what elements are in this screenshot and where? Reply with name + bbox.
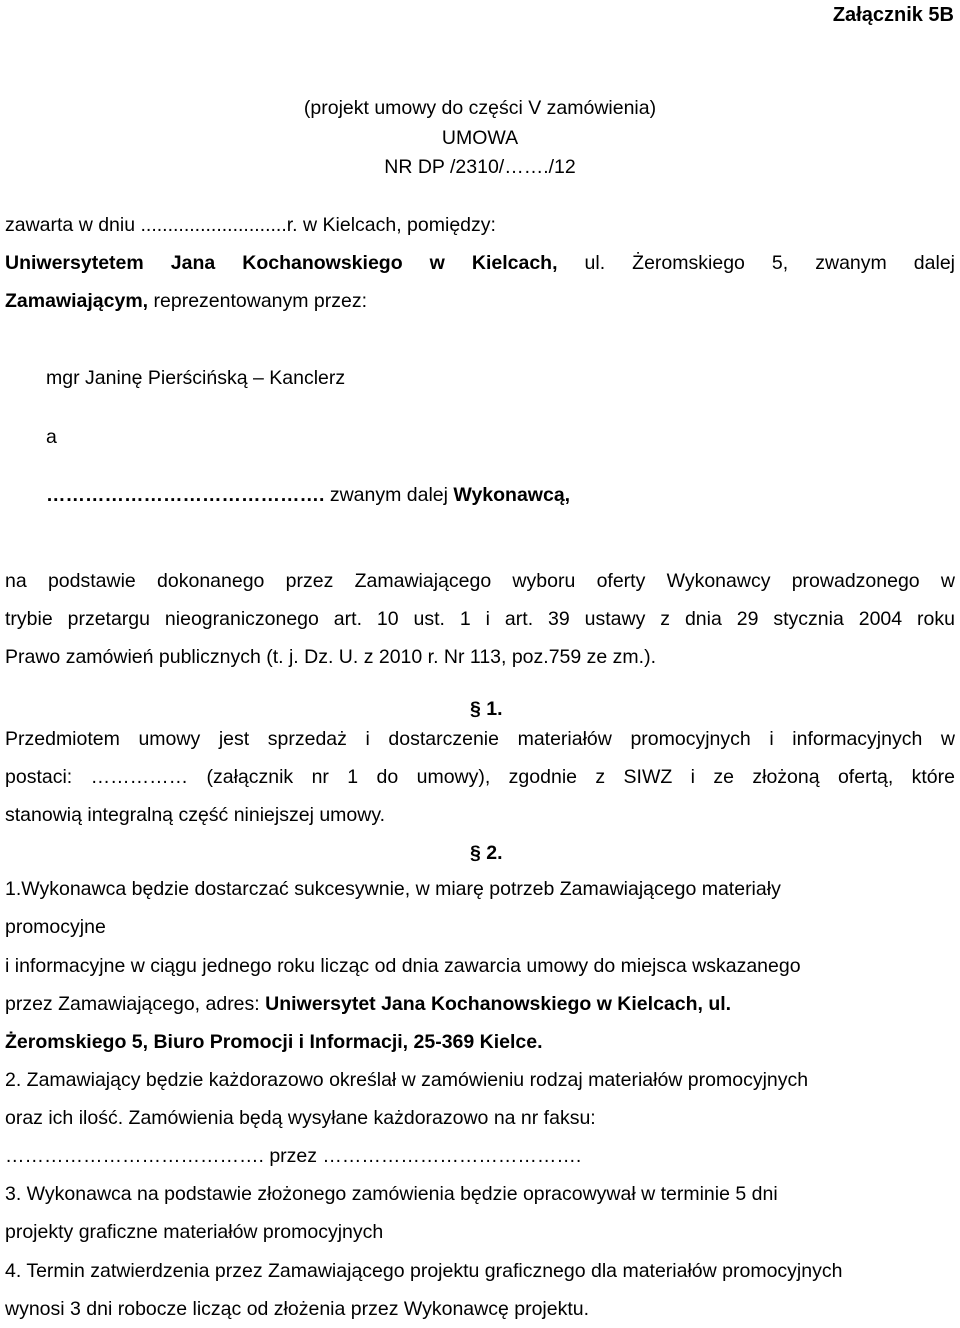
section2-p2-line3: …………………………………. przez …………………………………. [5, 1145, 582, 1167]
party1-role: Zamawiającym, [5, 290, 149, 312]
section2-p2-line1: 2. Zamawiający będzie każdorazowo określał w zamówieniu rodzaj materiałów promocyjnych [5, 1069, 809, 1091]
address-intro: przez Zamawiającego, adres: [5, 993, 266, 1015]
section1-line3: stanowią integralną część niniejszej umowy. [5, 804, 386, 826]
section2-p1-line5: Żeromskiego 5, Biuro Promocji i Informacji, 25-369 Kielce. [5, 1031, 543, 1053]
section2-p1-line3: i informacyjne w ciągu jednego roku licząc od dnia zawarcia umowy do miejsca wskazanego [5, 955, 801, 977]
basis-line2: trybie przetargu nieograniczonego art. 10 ust. 1 i art. 39 ustawy z dnia 29 stycznia 2004 roku [5, 608, 955, 630]
basis-line3: Prawo zamówień publicznych (t. j. Dz. U. z 2010 r. Nr 113, poz.759 ze zm.). [5, 646, 656, 668]
section2-p4-line2: wynosi 3 dni robocze licząc od złożenia przez Wykonawcę projektu. [5, 1298, 590, 1320]
section1-line1: Przedmiotem umowy jest sprzedaż i dostarczenie materiałów promocyjnych i informacyjnych w [5, 728, 955, 750]
address-bold-part1: Uniwersytet Jana Kochanowskiego w Kielcach, ul. [265, 993, 732, 1015]
section2-label: § 2. [470, 842, 503, 864]
basis-line1: na podstawie dokonanego przez Zamawiającego wyboru oferty Wykonawcy prowadzonego w [5, 570, 955, 592]
section2-p1-line4 [5, 985, 955, 1023]
party1-name: Uniwersytetem Jana Kochanowskiego w Kielcach, [5, 252, 558, 274]
party1-represented: reprezentowanym przez: [148, 290, 368, 312]
party1-line2 [5, 282, 955, 320]
section2-p3-line2: projekty graficzne materiałów promocyjnych [5, 1221, 384, 1243]
contract-number: NR DP /2310/……./12 [384, 156, 576, 178]
contractor-role: Wykonawcą, [453, 484, 571, 506]
section2-p1-line1: 1.Wykonawca będzie dostarczać sukcesywnie, w miarę potrzeb Zamawiającego materiały [5, 878, 781, 900]
party1-line1 [5, 244, 955, 282]
document-heading: UMOWA [441, 127, 519, 149]
section2-p1-line2: promocyjne [5, 916, 106, 938]
document-subtitle: (projekt umowy do części V zamówienia) [303, 97, 657, 119]
attachment-label: Załącznik 5B [832, 4, 954, 26]
section1-label: § 1. [470, 698, 503, 720]
section1-line2: postaci: …………… (załącznik nr 1 do umowy), zgodnie z SIWZ i ze złożoną ofertą, które [5, 766, 955, 788]
conjunction: a [46, 426, 57, 448]
contractor-dots: ……………………………………. [46, 484, 325, 506]
section2-p4-line1: 4. Termin zatwierdzenia przez Zamawiającego projektu graficznego dla materiałów promocyjnych [5, 1260, 843, 1282]
section2-p2-line2: oraz ich ilość. Zamówienia będą wysyłane każdorazowo na nr faksu: [5, 1107, 596, 1129]
contractor-called: zwanym dalej [324, 484, 454, 506]
party1-address: ul. Żeromskiego 5, zwanym dalej [557, 252, 955, 274]
section2-p3-line1: 3. Wykonawca na podstawie złożonego zamówienia będzie opracowywał w terminie 5 dni [5, 1183, 778, 1205]
contractor-line [46, 476, 955, 514]
representative: mgr Janinę Pierścińską – Kanclerz [46, 367, 346, 389]
date-line: zawarta w dniu ...........................r. w Kielcach, pomiędzy: [5, 214, 496, 236]
